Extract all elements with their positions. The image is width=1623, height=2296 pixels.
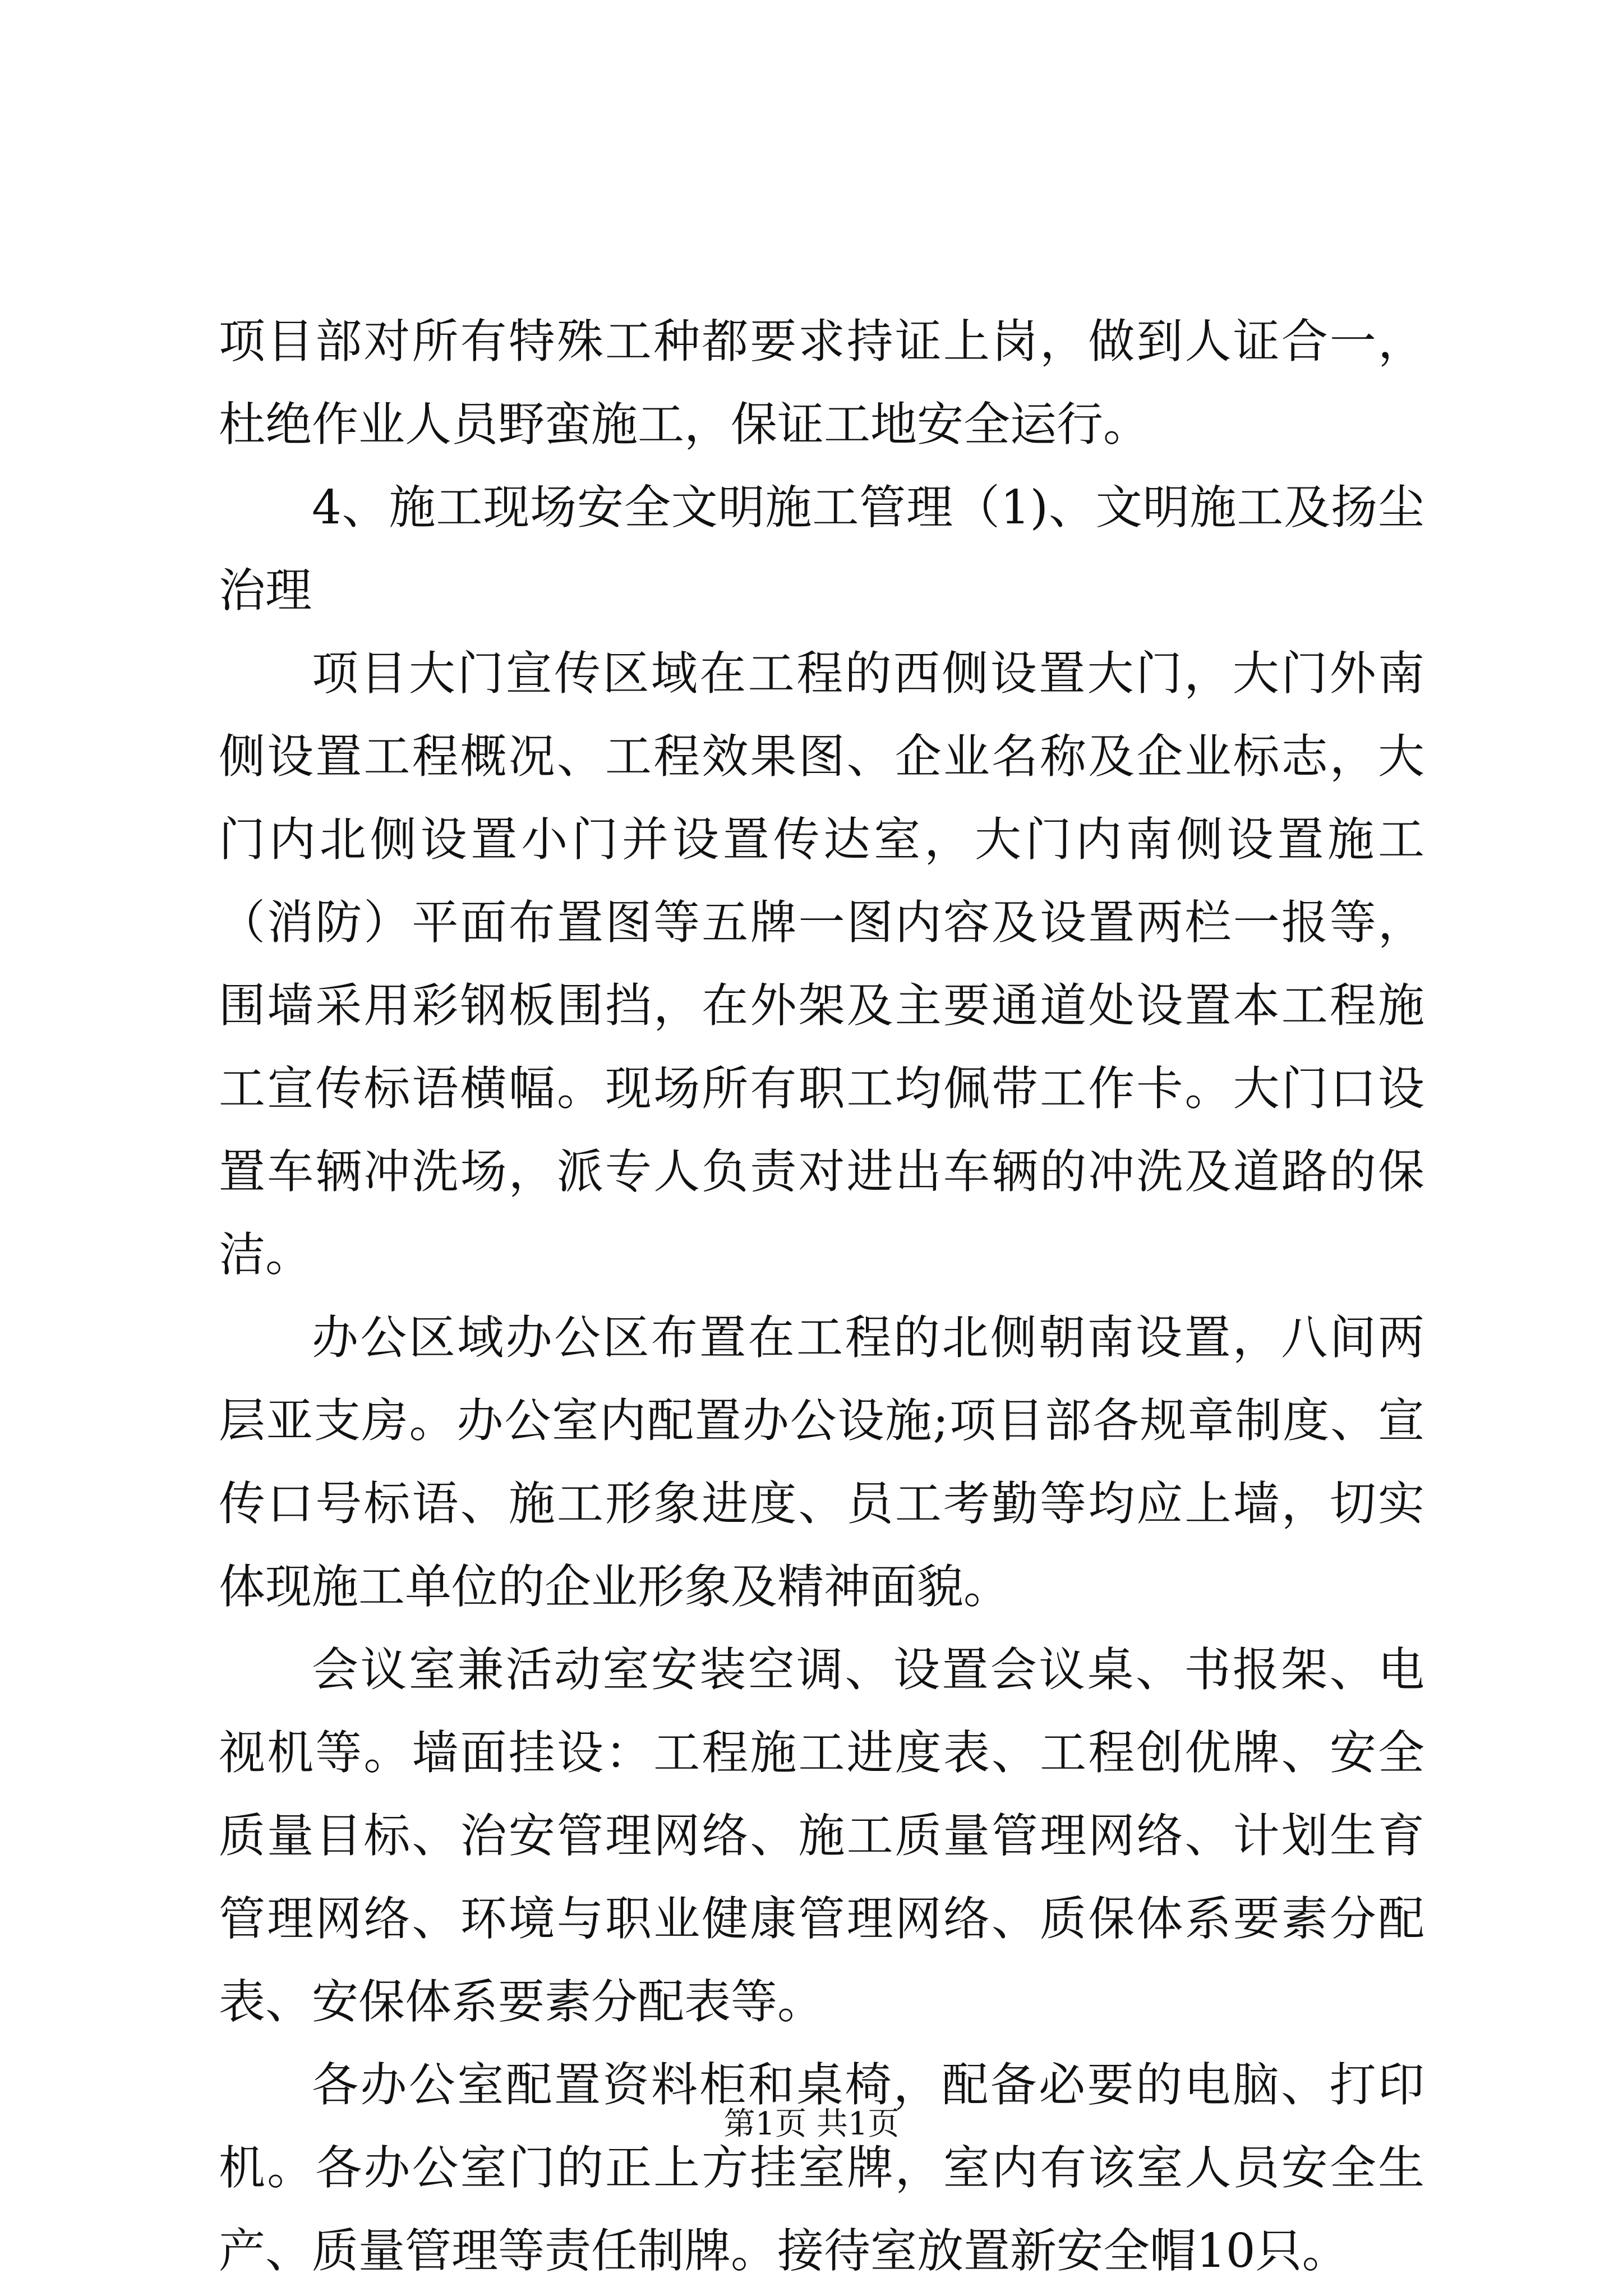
paragraph-5: 会议室兼活动室安装空调、设置会议桌、书报架、电视机等。墙面挂设：工程施工进度表、工程创优牌、安全质量目标、治安管理网络、施工质量管理网络、计划生育管理网络、环境与职业健康管理网络、质保体系要素分配表、安保体系要素分配表等。 bbox=[219, 1642, 1424, 2029]
paragraph-2-section-heading: 4、施工现场安全文明施工管理（1)、文明施工及扬尘治理 bbox=[219, 480, 1424, 618]
document-body bbox=[219, 300, 1424, 2293]
page-number-footer: 第1页 共1页 bbox=[723, 2106, 900, 2142]
paragraph-3: 项目大门宣传区域在工程的西侧设置大门，大门外南侧设置工程概况、工程效果图、企业名称及企业标志，大门内北侧设置小门并设置传达室，大门内南侧设置施工（消防）平面布置图等五牌一图内容及设置两栏一报等，围墙采用彩钢板围挡，在外架及主要通道处设置本工程施工宣传标语横幅。现场所有职工均佩带工作卡。大门口设置车辆冲洗场，派专人负责对进出车辆的冲洗及道路的保洁。 bbox=[219, 646, 1424, 1282]
paragraph-1: 项目部对所有特殊工种都要求持证上岗，做到人证合一，杜绝作业人员野蛮施工，保证工地安全运行。 bbox=[219, 314, 1424, 452]
paragraph-6: 各办公室配置资料柜和桌椅，配备必要的电脑、打印机。各办公室门的正上方挂室牌，室内有该室人员安全生产、质量管理等责任制牌。接待室放置新安全帽10只。 bbox=[219, 2058, 1424, 2278]
paragraph-4: 办公区域办公区布置在工程的北侧朝南设置，八间两层亚支房。办公室内配置办公设施;项目部各规章制度、宣传口号标语、施工形象进度、员工考勤等均应上墙，切实体现施工单位的企业形象及精神面貌。 bbox=[219, 1310, 1424, 1614]
